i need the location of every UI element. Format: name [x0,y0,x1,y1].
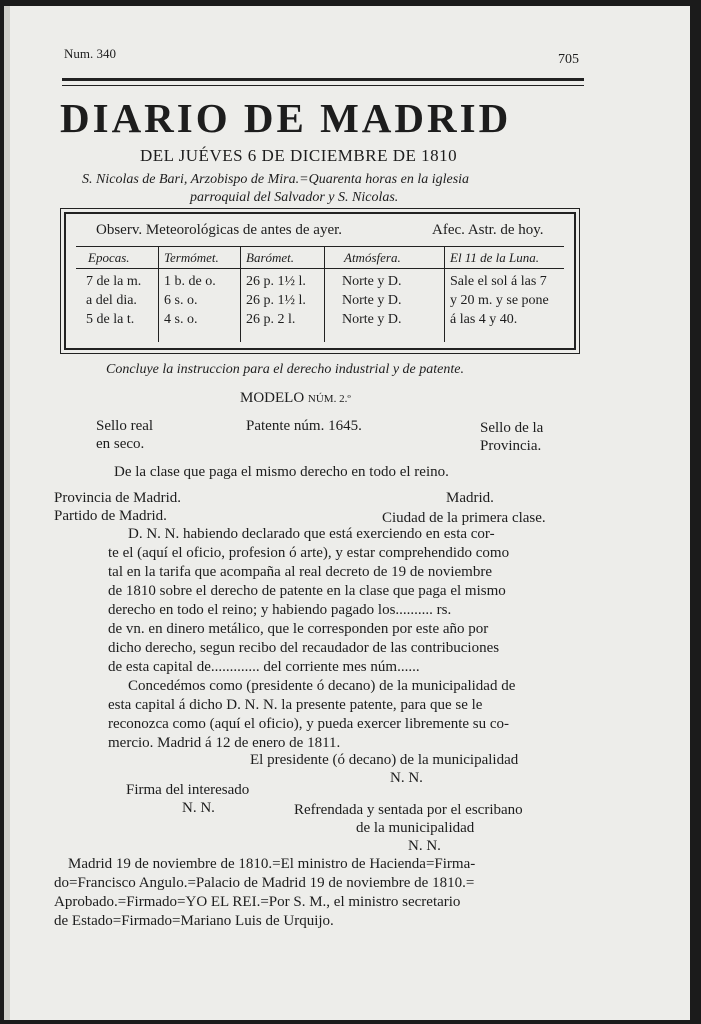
wx-epoca-2: a del dia. [86,293,137,308]
col-termometro: Termómet. [164,250,219,265]
closing-line: Madrid 19 de noviembre de 1810.=El ministro de Hacienda=Firma- [68,856,476,872]
closing-line: Aprobado.=Firmado=YO EL REI.=Por S. M., el ministro secretario [54,894,461,910]
header-rule-thin [62,85,584,86]
wx-term-2: 6 s. o. [164,293,198,308]
date-line: DEL JUÉVES 6 DE DICIEMBRE DE 1810 [140,146,458,165]
wx-epoca-3: 5 de la t. [86,312,135,327]
madrid-line: Madrid. [446,490,494,506]
paragraph-2-line: esta capital á dicho D. N. N. la presente patente, para que se le [108,697,483,713]
section-intro: Concluye la instruccion para el derecho industrial y de patente. [106,362,464,377]
col-luna: El 11 de la Luna. [450,250,539,265]
sello-provincia-1: Sello de la [480,420,544,436]
partido-line: Partido de Madrid. [54,508,167,524]
wx-atmos-2: Norte y D. [342,293,402,308]
paragraph-1-line: dicho derecho, segun recibo del recaudador de las contribuciones [108,640,500,656]
astro-line-2: y 20 m. y se pone [450,293,549,308]
signature-nn-1: N. N. [390,770,423,786]
paragraph-1-line: D. N. N. habiendo declarado que está exerciendo en esta cor- [128,526,495,542]
page-number: 705 [558,52,579,67]
wx-term-1: 1 b. de o. [164,274,216,289]
paragraph-1-line: de vn. en dinero metálico, que le corresponden por este año por [108,621,489,637]
paragraph-1-line: tal en la tarifa que acompaña al real decreto de 19 de noviembre [108,564,492,580]
sello-provincia-2: Provincia. [480,438,542,454]
col-atmosfera: Atmósfera. [344,250,401,265]
signature-nn-3: N. N. [408,838,441,854]
signature-nn-2: N. N. [182,800,215,816]
wx-baro-3: 26 p. 2 l. [246,312,296,327]
astro-line-3: á las 4 y 40. [450,312,518,327]
closing-line: de Estado=Firmado=Mariano Luis de Urquijo. [54,913,334,929]
weather-column-rule [76,268,564,269]
modelo-number: NÚM. 2.º [307,393,351,405]
newspaper-page [4,6,690,1020]
masthead-title: DIARIO DE MADRID [60,95,512,141]
weather-col-divider [158,246,159,342]
modelo-label: MODELO [240,390,305,406]
presidente-line: El presidente (ó decano) de la municipalidad [250,752,519,768]
weather-col-divider [324,246,325,342]
wx-atmos-3: Norte y D. [342,312,402,327]
sello-real-1: Sello real [96,418,154,434]
patente-number: Patente núm. 1645. [246,418,362,434]
col-barometro: Barómet. [246,250,295,265]
weather-col-divider [444,246,445,342]
paragraph-1-line: te el (aquí el oficio, profesion ó arte), y estar comprehendido como [108,545,510,561]
paragraph-2-line: reconozca como (aquí el oficio), y pueda exercer libremente su co- [108,716,510,732]
header-rule [62,78,584,81]
clase-line: De la clase que paga el mismo derecho en todo el reino. [114,464,449,480]
weather-table [64,212,576,350]
paragraph-2-line: Concedémos como (presidente ó decano) de la municipalidad de [128,678,516,694]
wx-term-3: 4 s. o. [164,312,198,327]
paragraph-2-line: mercio. Madrid á 12 de enero de 1811. [108,735,341,751]
issue-number: Num. 340 [64,46,116,61]
wx-baro-1: 26 p. 1½ l. [246,274,306,289]
saints-line-2: parroquial del Salvador y S. Nicolas. [190,190,399,205]
wx-atmos-1: Norte y D. [342,274,402,289]
paragraph-1-line: de 1810 sobre el derecho de patente en la clase que paga el mismo [108,583,506,599]
wx-epoca-1: 7 de la m. [86,274,142,289]
paragraph-1-line: de esta capital de............. del corriente mes núm...... [108,659,420,675]
astro-line-1: Sale el sol á las 7 [450,274,547,289]
weather-col-divider [240,246,241,342]
closing-line: do=Francisco Angulo.=Palacio de Madrid 19 de noviembre de 1810.= [54,875,475,891]
provincia-line: Provincia de Madrid. [54,490,182,506]
weather-header-right: Afec. Astr. de hoy. [432,222,544,238]
col-epocas: Epocas. [88,250,130,265]
wx-baro-2: 26 p. 1½ l. [246,293,306,308]
refrendada-line-1: Refrendada y sentada por el escribano [294,802,523,818]
sello-real-2: en seco. [96,436,145,452]
ciudad-line: Ciudad de la primera clase. [382,510,546,526]
refrendada-line-2: de la municipalidad [356,820,475,836]
weather-header-rule [76,246,564,247]
weather-header-left: Observ. Meteorológicas de antes de ayer. [96,222,343,238]
modelo-heading [240,390,351,407]
paragraph-1-line: derecho en todo el reino; y habiendo pagado los.......... rs. [108,602,452,618]
firma-interesado: Firma del interesado [126,782,250,798]
saints-line-1: S. Nicolas de Bari, Arzobispo de Mira.=Quarenta horas en la iglesia [82,172,470,187]
